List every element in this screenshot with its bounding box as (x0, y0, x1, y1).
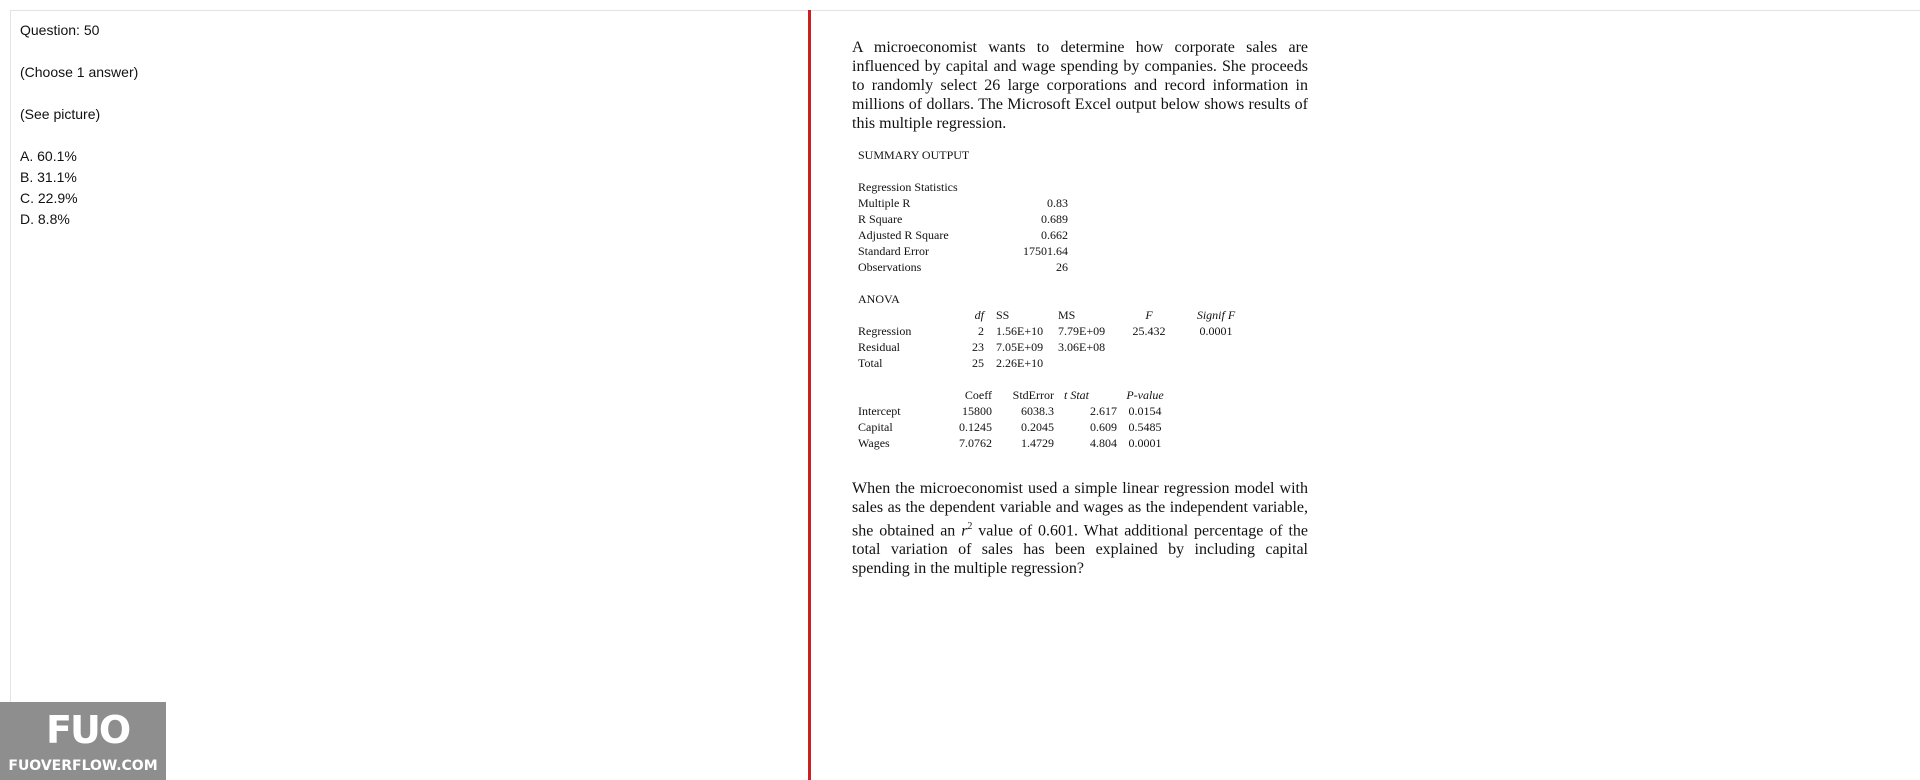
excel-output (858, 147, 1308, 451)
answer-option-a[interactable]: A. 60.1% (20, 148, 77, 164)
coef-tstat: 0.609 (1090, 420, 1117, 434)
coefficients-table (858, 387, 1308, 451)
coef-pvalue: 0.0001 (1128, 436, 1162, 450)
stat-row (858, 227, 1308, 243)
anova-heading: ANOVA (858, 292, 900, 306)
problem-intro: A microeconomist wants to determine how corporate sales are influenced by capital and wage spending by companies. She proceeds to randomly select 26 large corporations and record information in millions of dollars. The Microsoft Excel output below shows results of this multiple regression. (852, 39, 1308, 132)
question-text-part1: When the microeconomist used a simple linear regression model with sales as the dependent variable and wages as the independent variable, she obtained an (852, 480, 1308, 540)
anova-sig: 0.0001 (1199, 324, 1233, 338)
anova-ms: 3.06E+08 (1058, 340, 1106, 354)
anova-col-f: F (1145, 308, 1153, 322)
question-number: Question: 50 (20, 22, 100, 38)
coef-pvalue: 0.5485 (1128, 420, 1162, 434)
summary-output-title: SUMMARY OUTPUT (858, 148, 970, 162)
coef-stderror: 1.4729 (1021, 436, 1054, 450)
anova-row (858, 355, 1308, 371)
coef-col-stderror: StdError (1012, 388, 1054, 402)
watermark-text: FUOVERFLOW.COM (8, 758, 158, 774)
stat-row (858, 259, 1308, 275)
coef-row (858, 403, 1308, 419)
coef-row-label: Wages (858, 436, 890, 450)
answer-option-c[interactable]: C. 22.9% (20, 190, 78, 206)
anova-ss: 1.56E+10 (996, 324, 1044, 338)
anova-col-signif: Signif F (1196, 308, 1236, 322)
anova-df: 2 (978, 324, 984, 338)
coef-col-coeff: Coeff (964, 388, 992, 402)
anova-row-label: Residual (858, 340, 900, 354)
coef-row (858, 435, 1308, 451)
coef-value: 7.0762 (959, 436, 992, 450)
anova-ms: 7.79E+09 (1058, 324, 1106, 338)
anova-row-label: Total (858, 356, 883, 370)
coef-value: 0.1245 (959, 420, 992, 434)
coef-row (858, 419, 1308, 435)
anova-ss: 7.05E+09 (996, 340, 1044, 354)
anova-ms (1058, 355, 1120, 371)
stat-label: Observations (858, 260, 922, 274)
coef-tstat: 4.804 (1090, 436, 1117, 450)
anova-ss: 2.26E+10 (996, 356, 1044, 370)
coef-stderror: 6038.3 (1021, 404, 1054, 418)
stat-label: R Square (858, 212, 903, 226)
anova-sig (1178, 339, 1254, 355)
anova-f (1120, 355, 1178, 371)
coef-header-row (858, 387, 1308, 403)
coef-stderror: 0.2045 (1021, 420, 1054, 434)
frame-top-border (10, 10, 1920, 11)
stat-row (858, 195, 1308, 211)
coef-value: 15800 (962, 404, 992, 418)
stat-row (858, 243, 1308, 259)
problem-question (852, 479, 1308, 578)
anova-row (858, 339, 1308, 355)
anova-sig (1178, 355, 1254, 371)
anova-df: 23 (972, 340, 984, 354)
stat-label: Multiple R (858, 196, 911, 210)
problem-picture (852, 38, 1308, 578)
pane-divider (808, 10, 811, 780)
coef-tstat: 2.617 (1090, 404, 1117, 418)
fuoverflow-watermark (0, 702, 166, 780)
anova-f (1120, 339, 1178, 355)
stat-value: 0.83 (1047, 196, 1068, 210)
anova-col-ms: MS (1058, 308, 1076, 322)
stat-value: 17501.64 (1023, 244, 1068, 258)
anova-header-row (858, 307, 1308, 323)
see-picture-note: (See picture) (20, 106, 101, 122)
stat-label: Standard Error (858, 244, 929, 258)
coef-row-label: Intercept (858, 404, 901, 418)
frame-left-border (10, 10, 11, 780)
coef-col-pvalue: P-value (1126, 388, 1164, 402)
r-symbol: r (961, 522, 968, 540)
regression-stats-heading: Regression Statistics (858, 180, 958, 194)
coef-row-label: Capital (858, 420, 893, 434)
answer-option-d[interactable]: D. 8.8% (20, 211, 70, 227)
question-instruction: (Choose 1 answer) (20, 64, 139, 80)
coef-col-tstat: t Stat (1064, 388, 1090, 402)
anova-df: 25 (972, 356, 984, 370)
anova-row (858, 323, 1308, 339)
stat-value: 0.689 (1041, 212, 1068, 226)
stat-value: 0.662 (1041, 228, 1068, 242)
anova-col-df: df (974, 308, 984, 322)
stat-row (858, 211, 1308, 227)
anova-col-ss: SS (996, 308, 1010, 322)
regression-statistics (858, 179, 1308, 275)
question-pane (20, 20, 800, 230)
anova-table (858, 291, 1308, 371)
question-text-part2: value of 0.601. What additional percentage of the total variation of sales has been explained by including capital spending in the multiple regression? (852, 522, 1308, 578)
fuo-logo: FUO (46, 708, 130, 752)
anova-f: 25.432 (1132, 324, 1166, 338)
answer-option-b[interactable]: B. 31.1% (20, 169, 77, 185)
coef-pvalue: 0.0154 (1128, 404, 1162, 418)
stat-label: Adjusted R Square (858, 228, 949, 242)
anova-row-label: Regression (858, 324, 912, 338)
r-squared-exponent: 2 (967, 521, 973, 532)
stat-value: 26 (1056, 260, 1068, 274)
